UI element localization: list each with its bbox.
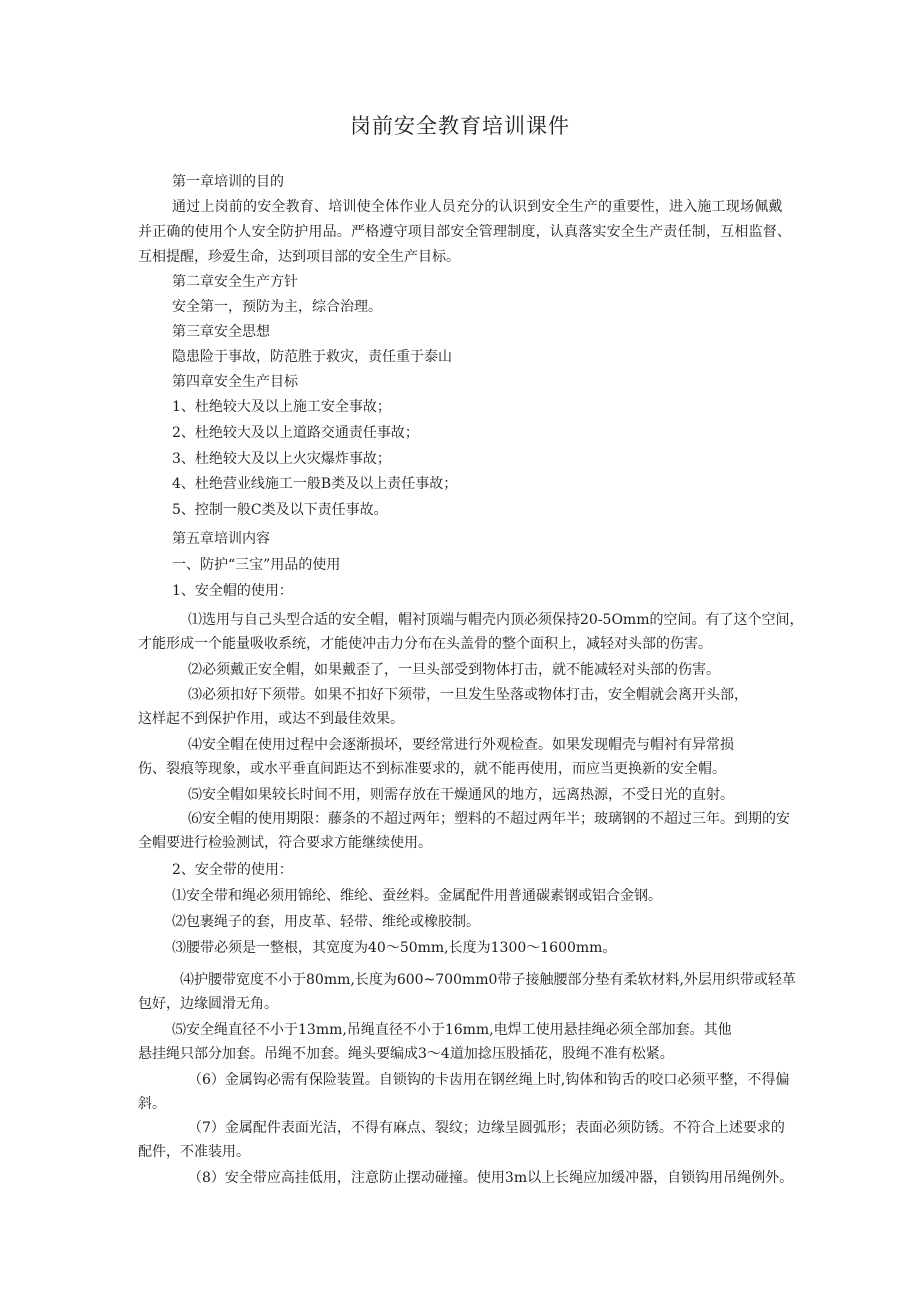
paragraph-line: ⑸安全绳直径不小于13mm,吊绳直径不小于16mm,电焊工使用悬挂绳必须全部加套。其他 [172, 1022, 732, 1038]
paragraph-line: ⑴安全带和绳必须用锦纶、维纶、蚕丝料。金属配件用普通碳素钢或铝合金钢。 [172, 888, 662, 904]
paragraph-line: 通过上岗前的安全教育、培训使全体作业人员充分的认识到安全生产的重要性，进入施工现场佩戴 [172, 199, 783, 215]
list-item: 5、控制一般C类及以下责任事故。 [172, 502, 388, 518]
section-heading: 一、防护“三宝”用品的使用 [172, 557, 341, 573]
paragraph-line: （6）金属钩必需有保险装置。自锁钩的卡齿用在钢丝绳上时,钩体和钩舌的咬口必须平整，不得偏 [188, 1072, 790, 1088]
chapter-4-heading: 第四章安全生产目标 [172, 374, 298, 390]
list-item: 3、杜绝较大及以上火灾爆炸事故； [172, 451, 391, 467]
paragraph-line: 伤、裂痕等现象，或水平垂直间距达不到标准要求的，就不能再使用，而应当更换新的安全帽。 [138, 761, 726, 777]
paragraph-line: ⑵包裹绳子的套，用皮革、轻带、维纶或橡胶制。 [172, 914, 480, 930]
paragraph-line: ⑹安全帽的使用期限：藤条的不超过两年；塑料的不超过两年半；玻璃钢的不超过三年。到期的安 [188, 811, 790, 827]
paragraph-line: 互相提醒，珍爱生命，达到项目部的安全生产目标。 [138, 249, 460, 265]
paragraph-line: 悬挂绳只部分加套。吊绳不加套。绳头要编成3〜4道加捻压股插花，股绳不准有松紧。 [138, 1046, 674, 1062]
list-item: 2、杜绝较大及以上道路交通责任事故； [172, 425, 419, 441]
subsection-heading: 2、安全带的使用： [172, 862, 293, 878]
paragraph-line: 包好，边缘圆滑无角。 [138, 996, 278, 1012]
paragraph-line: 这样起不到保护作用，或达不到最佳效果。 [138, 711, 404, 727]
chapter-3-heading: 第三章安全思想 [172, 324, 270, 340]
paragraph-line: 并正确的使用个人安全防护用品。严格遵守项目部安全管理制度，认真落实安全生产责任制，互相监督、 [138, 224, 792, 240]
paragraph-line: ⑶腰带必须是一整根，其宽度为40〜50mm,长度为1300〜1600mm。 [172, 940, 617, 956]
paragraph-line: ⑴选用与自己头型合适的安全帽，帽衬顶端与帽壳内顶必须保持20-5Omm的空间。有了这个空间， [188, 612, 804, 628]
paragraph-line: ⑸安全帽如果较长时间不用，则需存放在干燥通风的地方，远离热源，不受日光的直射。 [188, 787, 734, 803]
chapter-2-heading: 第二章安全生产方针 [172, 274, 298, 290]
paragraph-line: （7）金属配件表面光洁，不得有麻点、裂纹；边缘呈圆弧形；表面必须防锈。不符合上述要求的 [188, 1120, 785, 1136]
paragraph-line: 隐患险于事故，防范胜于救灾，责任重于泰山 [172, 349, 452, 365]
chapter-5-heading: 第五章培训内容 [172, 531, 270, 547]
subsection-heading: 1、安全帽的使用： [172, 583, 293, 599]
paragraph-line: 安全第一，预防为主，综合治理。 [172, 299, 382, 315]
paragraph-line: 全帽要进行检验测试，符合要求方能继续使用。 [138, 835, 432, 851]
paragraph-line: ⑶必须扣好下须带。如果不扣好下须带，一旦发生坠落或物体打击，安全帽就会离开头部， [188, 687, 748, 703]
chapter-1-heading: 第一章培训的目的 [172, 174, 284, 190]
paragraph-line: ⑷安全帽在使用过程中会逐渐损坏，要经常进行外观检查。如果发现帽壳与帽衬有异常损 [188, 737, 734, 753]
list-item: 1、杜绝较大及以上施工安全事故； [172, 399, 391, 415]
paragraph-line: ⑷护腰带宽度不小于80mm,长度为600~700mm0带子接触腰部分垫有柔软材料,外层用织带或轻革 [180, 972, 796, 988]
list-item: 4、杜绝营业线施工一般B类及以上责任事故； [172, 476, 458, 492]
paragraph-line: （8）安全带应高挂低用，注意防止摆动碰撞。使用3m以上长绳应加缓冲器，自锁钩用吊绳例外。 [188, 1170, 794, 1186]
paragraph-line: 才能形成一个能量吸收系统，才能使冲击力分布在头盖骨的整个面积上，减轻对头部的伤害。 [138, 636, 712, 652]
document-title: 岗前安全教育培训课件 [350, 114, 570, 138]
paragraph-line: 配件，不准装用。 [138, 1144, 250, 1160]
paragraph-line: 斜。 [138, 1096, 166, 1112]
paragraph-line: ⑵必须戴正安全帽，如果戴歪了，一旦头部受到物体打击，就不能减轻对头部的伤害。 [188, 662, 720, 678]
